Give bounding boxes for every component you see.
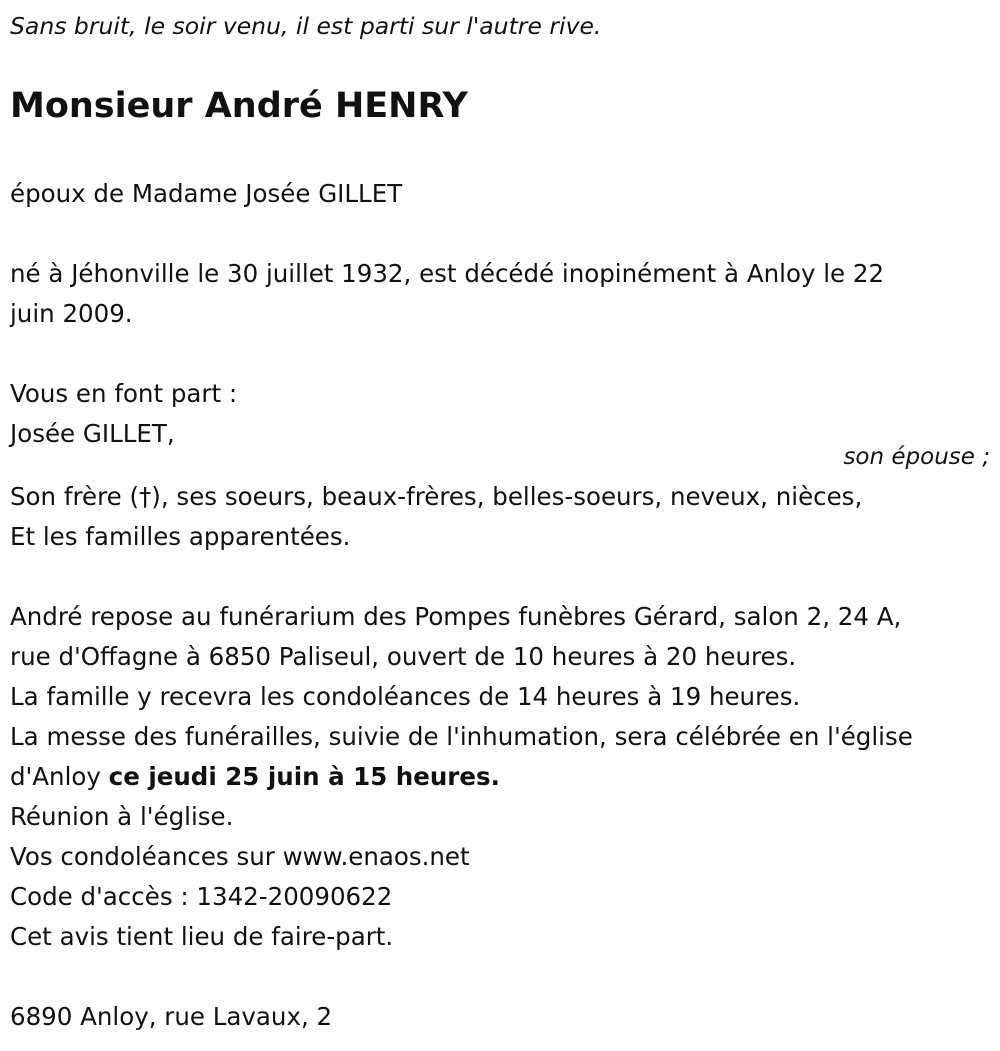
faire-part-note: Cet avis tient lieu de faire-part. — [10, 922, 394, 951]
announcement-spouse-role: son épouse ; — [843, 444, 990, 470]
funeral-info-line-3: La famille y recevra les condoléances de 14 heures à 19 heures. — [10, 682, 801, 711]
funeral-info-line-5-prefix: d'Anloy — [10, 762, 109, 791]
access-code-line: Code d'accès : 1342-20090622 — [10, 882, 393, 911]
family-line-2: Et les familles apparentées. — [10, 522, 351, 551]
announcement-intro: Vous en font part : — [10, 379, 238, 408]
address-line: 6890 Anloy, rue Lavaux, 2 — [10, 1002, 333, 1031]
funeral-info-line-6: Réunion à l'église. — [10, 802, 234, 831]
birth-death-line-2: juin 2009. — [10, 299, 133, 328]
condolences-website-line: Vos condoléances sur www.enaos.net — [10, 842, 470, 871]
epitaph-quote: Sans bruit, le soir venu, il est parti sur l'autre rive. — [10, 12, 602, 40]
announcement-spouse-name: Josée GILLET, — [10, 419, 175, 448]
funeral-info-line-5 — [10, 757, 500, 797]
family-line-1: Son frère (†), ses soeurs, beaux-frères, belles-soeurs, neveux, nièces, — [10, 482, 863, 511]
funeral-date-time: ce jeudi 25 juin à 15 heures. — [108, 762, 500, 791]
funeral-info-line-1: André repose au funérarium des Pompes funèbres Gérard, salon 2, 24 A, — [10, 602, 902, 631]
funeral-info-line-2: rue d'Offagne à 6850 Paliseul, ouvert de 10 heures à 20 heures. — [10, 642, 797, 671]
funeral-info-line-4: La messe des funérailles, suivie de l'inhumation, sera célébrée en l'église — [10, 722, 913, 751]
birth-death-line-1: né à Jéhonville le 30 juillet 1932, est décédé inopinément à Anloy le 22 — [10, 259, 885, 288]
spouse-line: époux de Madame Josée GILLET — [10, 179, 403, 208]
deceased-name-title: Monsieur André HENRY — [10, 86, 468, 126]
